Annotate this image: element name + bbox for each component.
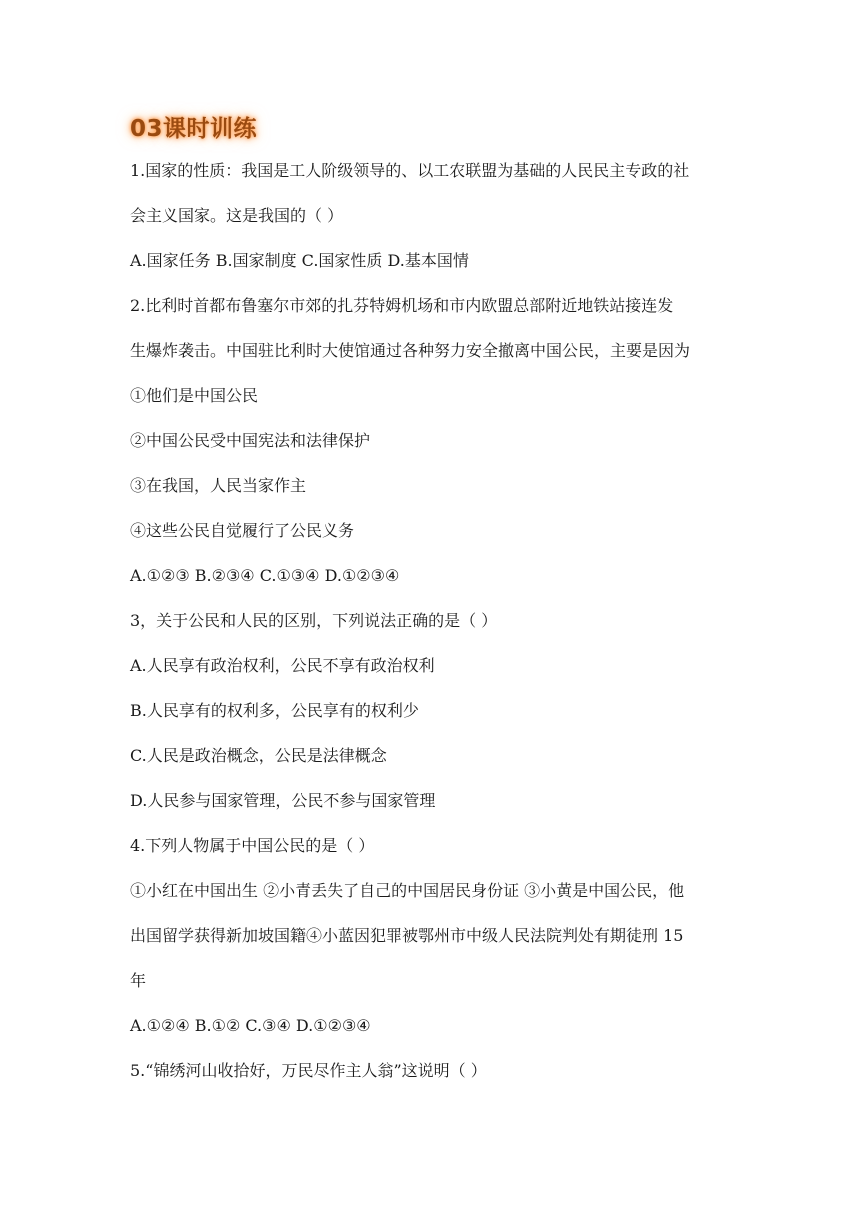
question-2-statement-4: ④这些公民自觉履行了公民义务 bbox=[130, 521, 355, 540]
question-2-options: A.①②③ B.②③④ C.①③④ D.①②③④ bbox=[130, 566, 400, 585]
question-4-statements-line-1: ①小红在中国出生 ②小青丢失了自己的中国居民身份证 ③小黄是中国公民，他 bbox=[130, 881, 685, 900]
question-2-statement-2: ②中国公民受中国宪法和法律保护 bbox=[130, 431, 371, 450]
question-1-line-2: 会主义国家。这是我国的（ ） bbox=[130, 206, 344, 225]
question-4-options: A.①②④ B.①② C.③④ D.①②③④ bbox=[130, 1016, 371, 1035]
question-4-stem: 4.下列人物属于中国公民的是（ ） bbox=[130, 836, 375, 855]
question-3-option-d: D.人民参与国家管理，公民不参与国家管理 bbox=[130, 791, 436, 810]
question-3-stem: 3，关于公民和人民的区别，下列说法正确的是（ ） bbox=[130, 611, 498, 630]
question-2-statement-3: ③在我国，人民当家作主 bbox=[130, 476, 307, 495]
section-title: 03课时训练 bbox=[130, 116, 258, 142]
question-1-options: A.国家任务 B.国家制度 C.国家性质 D.基本国情 bbox=[130, 251, 469, 270]
question-3-option-a: A.人民享有政治权利，公民不享有政治权利 bbox=[130, 656, 435, 675]
question-3-option-c: C.人民是政治概念，公民是法律概念 bbox=[130, 746, 387, 765]
question-5-stem: 5.“锦绣河山收拾好，万民尽作主人翁”这说明（ ） bbox=[130, 1061, 487, 1080]
question-2-statement-1: ①他们是中国公民 bbox=[130, 386, 259, 405]
question-3-option-b: B.人民享有的权利多，公民享有的权利少 bbox=[130, 701, 419, 720]
question-4-statements-line-2: 出国留学获得新加坡国籍④小蓝因犯罪被鄂州市中级人民法院判处有期徒刑 15 bbox=[130, 926, 684, 945]
question-4-statements-line-3: 年 bbox=[130, 971, 147, 990]
question-1-line-1: 1.国家的性质：我国是工人阶级领导的、以工农联盟为基础的人民民主专政的社 bbox=[130, 161, 690, 180]
question-2-line-2: 生爆炸袭击。中国驻比利时大使馆通过各种努力安全撤离中国公民，主要是因为 bbox=[130, 341, 691, 360]
question-2-line-1: 2.比利时首都布鲁塞尔市郊的扎芬特姆机场和市内欧盟总部附近地铁站接连发 bbox=[130, 296, 674, 315]
